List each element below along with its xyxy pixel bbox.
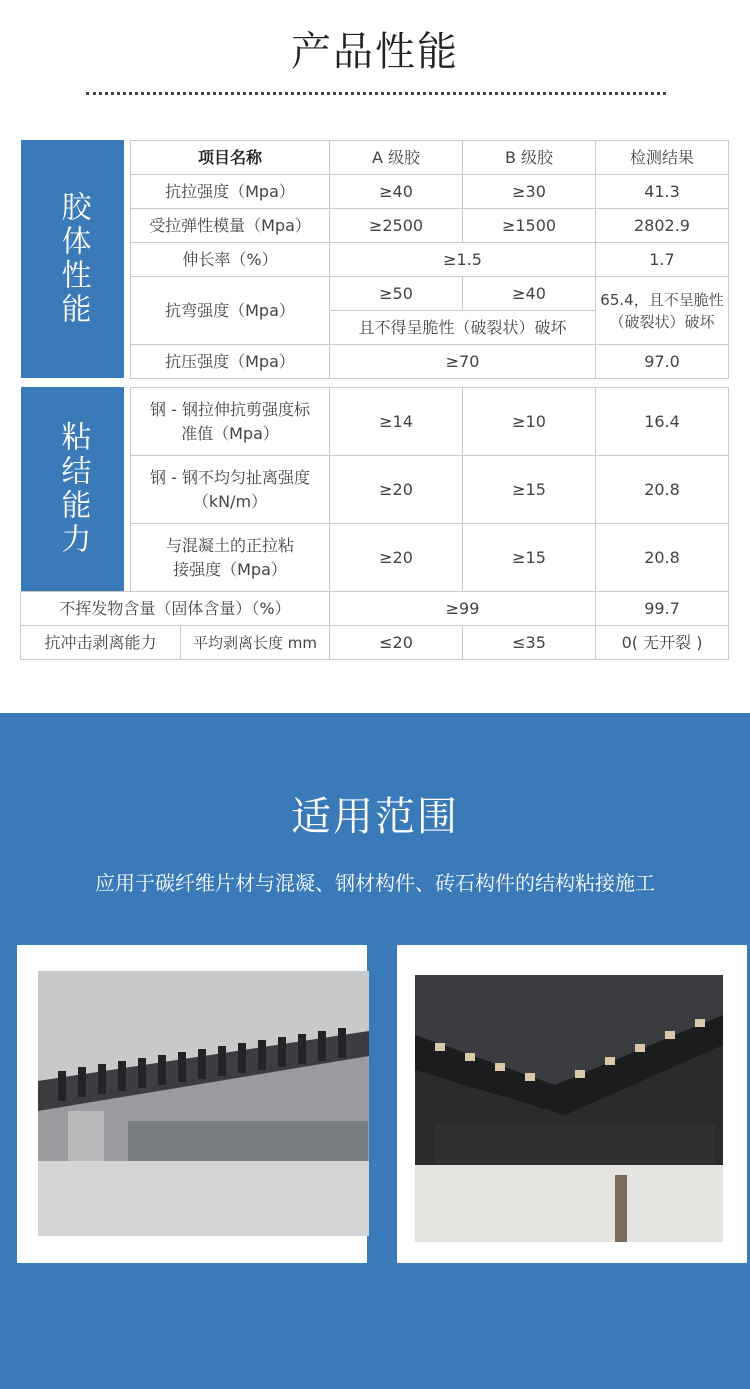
construction-photo-beam-underside	[38, 971, 369, 1236]
b-value: ≥40	[463, 277, 596, 311]
construction-photo-ceiling-grid	[415, 975, 723, 1242]
row-name: 钢 - 钢拉伸抗剪强度标准值（Mpa）	[131, 388, 330, 456]
dotted-divider	[86, 92, 666, 95]
row-name: 钢 - 钢不均匀扯离强度（kN/m）	[131, 456, 330, 524]
table-row	[21, 592, 729, 626]
ab-value: ≥1.5	[330, 243, 596, 277]
row-name: 抗压强度（Mpa）	[131, 345, 330, 379]
b-value: ≥30	[463, 175, 596, 209]
table-row	[131, 524, 729, 592]
table-row	[131, 175, 729, 209]
bond-capability-table	[130, 387, 729, 592]
extra-table	[20, 591, 729, 660]
row-subname: 平均剥离长度 mm	[181, 626, 330, 660]
header-result: 检测结果	[596, 141, 729, 175]
result-value: 97.0	[596, 345, 729, 379]
a-value: ≥20	[330, 456, 463, 524]
row-name: 伸长率（%）	[131, 243, 330, 277]
table-row	[131, 388, 729, 456]
result-value: 0( 无开裂 )	[596, 626, 729, 660]
result-value: 99.7	[596, 592, 729, 626]
photo-card-right	[397, 945, 747, 1263]
side-label-bond: 粘结能力	[21, 387, 124, 591]
result-value: 41.3	[596, 175, 729, 209]
page-title: 产品性能	[291, 29, 459, 75]
photo-card-left	[17, 945, 367, 1263]
table-row	[131, 209, 729, 243]
a-value: ≥20	[330, 524, 463, 592]
usage-description: 应用于碳纤维片材与混凝、钢材构件、砖石构件的结构粘接施工	[95, 871, 655, 895]
table-row	[21, 626, 729, 660]
b-value: ≥15	[463, 524, 596, 592]
row-name: 受拉弹性模量（Mpa）	[131, 209, 330, 243]
row-name: 抗弯强度（Mpa）	[131, 277, 330, 345]
b-value: ≥15	[463, 456, 596, 524]
result-value: 20.8	[596, 524, 729, 592]
a-value: ≥40	[330, 175, 463, 209]
b-value: ≥1500	[463, 209, 596, 243]
row-name: 与混凝土的正拉粘接强度（Mpa）	[131, 524, 330, 592]
a-value: ≥2500	[330, 209, 463, 243]
ab-note: 且不得呈脆性（破裂状）破坏	[330, 311, 596, 345]
b-value: ≤35	[463, 626, 596, 660]
result-value: 16.4	[596, 388, 729, 456]
b-value: ≥10	[463, 388, 596, 456]
glue-performance-table	[130, 140, 729, 379]
table-row	[131, 243, 729, 277]
a-value: ≤20	[330, 626, 463, 660]
side-label-glue: 胶体性能	[21, 140, 124, 378]
ab-value: ≥70	[330, 345, 596, 379]
result-value: 1.7	[596, 243, 729, 277]
table-row	[131, 345, 729, 379]
header-b-grade: B 级胶	[463, 141, 596, 175]
table-header-row	[131, 141, 729, 175]
usage-section	[0, 713, 750, 1389]
usage-title: 适用范围	[291, 794, 459, 840]
result-value: 20.8	[596, 456, 729, 524]
row-name: 抗冲击剥离能力	[21, 626, 181, 660]
result-value: 2802.9	[596, 209, 729, 243]
header-a-grade: A 级胶	[330, 141, 463, 175]
result-value: 65.4，且不呈脆性（破裂状）破坏	[596, 277, 729, 345]
a-value: ≥50	[330, 277, 463, 311]
row-name: 不挥发物含量（固体含量）（%）	[21, 592, 330, 626]
a-value: ≥14	[330, 388, 463, 456]
ab-value: ≥99	[330, 592, 596, 626]
table-row	[131, 277, 729, 311]
table-row	[131, 456, 729, 524]
row-name: 抗拉强度（Mpa）	[131, 175, 330, 209]
header-item-name: 项目名称	[131, 141, 330, 175]
